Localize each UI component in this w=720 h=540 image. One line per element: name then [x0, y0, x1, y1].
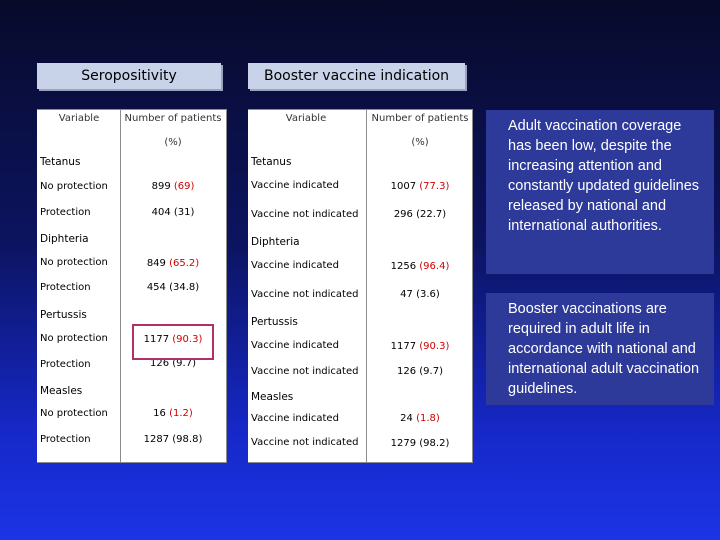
section-title: Measles	[251, 391, 294, 403]
row-label: Protection	[40, 282, 91, 293]
col-variable: Variable	[58, 113, 100, 124]
row-label: Vaccine not indicated	[251, 366, 359, 377]
row-label: No protection	[40, 333, 108, 344]
row-label: Protection	[40, 359, 91, 370]
row-value: 1279 (98.2)	[390, 438, 450, 449]
row-value: 24 (1.8)	[400, 413, 440, 424]
row-label: No protection	[40, 257, 108, 268]
col-percent: (%)	[411, 137, 429, 148]
row-label: Protection	[40, 434, 91, 445]
row-label: Vaccine indicated	[251, 260, 339, 271]
note-booster: Booster vaccinations are required in adult life in accordance with national and international adult vaccination guidelines.	[486, 293, 714, 405]
row-value: 47 (3.6)	[400, 289, 440, 300]
col-number: Number of patients	[124, 113, 222, 124]
row-value: 1177 (90.3)	[390, 341, 450, 352]
row-value: 1007 (77.3)	[390, 181, 450, 192]
section-title: Pertussis	[40, 309, 87, 321]
note-coverage: Adult vaccination coverage has been low, despite the increasing attention and constantly updated guidelines released by national and international authorities.	[486, 110, 714, 274]
section-title: Measles	[40, 385, 83, 397]
row-label: No protection	[40, 408, 108, 419]
row-value: 1256 (96.4)	[390, 261, 450, 272]
row-label: Vaccine indicated	[251, 340, 339, 351]
section-title: Pertussis	[251, 316, 298, 328]
row-label: Vaccine not indicated	[251, 289, 359, 300]
seropositivity-table	[37, 109, 227, 463]
row-label: Vaccine indicated	[251, 413, 339, 424]
col-percent: (%)	[164, 137, 182, 148]
pertussis-highlight-box	[132, 324, 214, 360]
row-value: 126 (9.7)	[150, 358, 196, 369]
row-value: 1287 (98.8)	[143, 434, 203, 445]
booster-header: Booster vaccine indication	[248, 63, 465, 89]
row-value: 1177 (90.3)	[143, 334, 203, 345]
row-value: 454 (34.8)	[146, 282, 200, 293]
row-value: 16 (1.2)	[153, 408, 193, 419]
row-label: Vaccine not indicated	[251, 209, 359, 220]
section-title: Tetanus	[251, 156, 292, 168]
section-title: Diphteria	[40, 233, 89, 245]
row-value: 126 (9.7)	[397, 366, 443, 377]
col-variable: Variable	[285, 113, 327, 124]
row-value: 849 (65.2)	[146, 258, 200, 269]
row-label: Vaccine indicated	[251, 180, 339, 191]
row-label: Protection	[40, 207, 91, 218]
col-number: Number of patients	[371, 113, 469, 124]
row-value: 404 (31)	[151, 207, 195, 218]
section-title: Diphteria	[251, 236, 300, 248]
booster-table	[248, 109, 473, 463]
seropositivity-header: Seropositivity	[37, 63, 221, 89]
row-value: 899 (69)	[151, 181, 195, 192]
row-label: No protection	[40, 181, 108, 192]
row-label: Vaccine not indicated	[251, 437, 359, 448]
section-title: Tetanus	[40, 156, 81, 168]
row-value: 296 (22.7)	[393, 209, 447, 220]
